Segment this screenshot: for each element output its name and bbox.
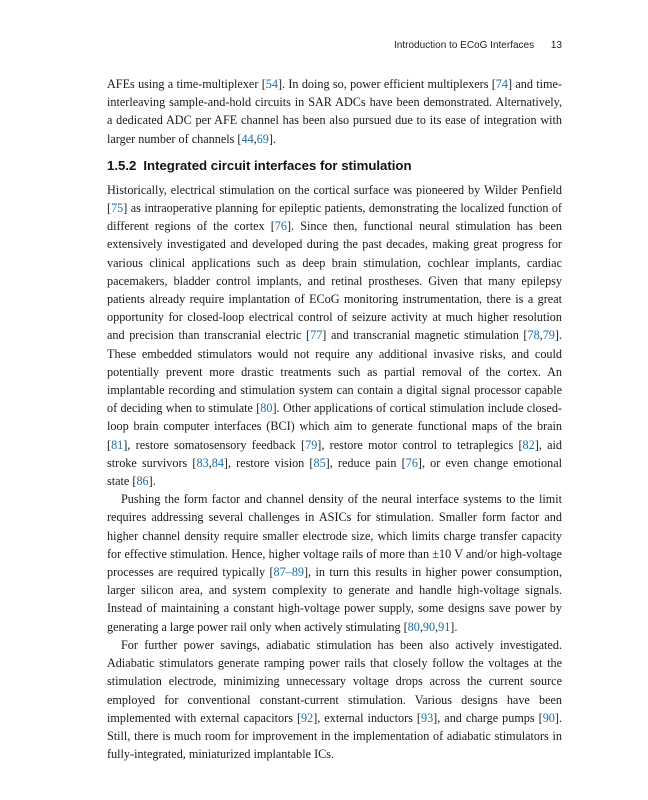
paragraph-text: ]. [268, 131, 276, 146]
citation-link[interactable]: 54 [265, 77, 278, 91]
paragraph [107, 75, 562, 148]
citation-link[interactable]: 44 [241, 131, 254, 146]
paragraph-text: ]. In doing so, power efficient multiplexers [ [277, 77, 496, 91]
page-body [107, 75, 562, 763]
paragraph-text: Historically, electrical stimulation on the cortical surface was pioneered by Wilder Penfield [ [107, 182, 562, 216]
citation-link[interactable]: 77 [310, 328, 323, 343]
paragraph-text: ], restore somatosensory feedback [ [123, 437, 306, 452]
paragraph-text: , [208, 455, 212, 470]
paragraph [107, 181, 562, 490]
paragraph-text: ], in turn this results in higher power consumption, larger silicon area, and system complexity to generate and handle high-voltage signals. Instead of maintaining a constant high-voltage power supply, some designs save power by generating a large power rail only when actively stimulating [ [107, 565, 563, 634]
paragraph-text: ], aid stroke survivors [ [107, 437, 563, 470]
paragraph-text: ] and transcranial magnetic stimulation [ [322, 328, 528, 343]
citation-link[interactable]: 76 [274, 219, 287, 234]
paragraph-text: ]. [450, 619, 458, 634]
paragraph-text: ], restore vision [ [223, 455, 314, 470]
running-header [394, 40, 562, 51]
citation-link[interactable]: 74 [495, 77, 508, 91]
paragraph-text: ]. Still, there is much room for improvement in the implementation of adiabatic stimulators in fully-integrated, miniaturized implantable ICs. [107, 710, 562, 762]
section-heading [107, 157, 562, 175]
running-title: Introduction to ECoG Interfaces [394, 40, 535, 51]
citation-link[interactable]: 82 [522, 437, 535, 452]
citation-link[interactable]: 90 [422, 619, 436, 634]
paragraph-text: ]. Other applications of cortical stimulation include closed-loop brain computer interfaces (BCI) which aim to generate functional maps of the brain [ [107, 401, 562, 452]
citation-link[interactable]: 79 [305, 437, 318, 452]
paragraph-text: ], external inductors [ [313, 710, 421, 725]
citation-link[interactable]: 69 [256, 131, 269, 146]
citation-link[interactable]: 80 [407, 619, 420, 634]
page-number: 13 [550, 40, 562, 51]
section-number: 1.5.2 [107, 157, 137, 173]
section-title: Integrated circuit interfaces for stimulation [143, 157, 412, 173]
citation-link[interactable]: 75 [111, 201, 124, 216]
citation-link[interactable]: 90 [542, 710, 555, 725]
paragraph-text: ], and charge pumps [ [433, 710, 543, 725]
citation-link[interactable]: 85 [313, 455, 326, 470]
paragraph-text: Pushing the form factor and channel density of the neural interface systems to the limit requires addressing several challenges in ASICs for stimulation. Smaller form factor and higher channel density require smaller electrode size, which limits charge transfer capacity for effective stimulation. Hence, higher voltage rails of more than ±10 V and/or high-voltage processes are required typically [ [107, 492, 562, 580]
paragraph-text: AFEs using a time-multiplexer [ [107, 77, 266, 91]
paragraph-text: ], or even change emotional state [ [107, 455, 563, 489]
paragraph-text: ]. Since then, functional neural stimulation has been extensively investigated and developed during the past decades, making great progress for various clinical applications such as deep brain stimulation, cochlear implants, cardiac pacemakers, bladder control implants, and retinal prostheses. Given that many epilepsy patients already require implantation of ECoG monitoring instrumentation, there is a great opportunity for closed-loop electrical control of seizure activity at much higher resolution and precision than transcranial electric [ [107, 219, 562, 343]
citation-link[interactable]: 79 [542, 328, 555, 343]
paragraph-text: ]. [148, 474, 156, 489]
citation-link[interactable]: 83 [196, 455, 209, 470]
paragraph-text: , [435, 619, 439, 634]
paragraph [107, 490, 562, 636]
paragraph-text: ] as intraoperative planning for epileptic patients, demonstrating the localized function of different regions of the cortex [ [107, 201, 562, 234]
citation-link[interactable]: 93 [420, 710, 434, 725]
citation-link[interactable]: 86 [136, 474, 149, 489]
paragraph-text: , [539, 328, 543, 343]
paragraph-text: ], restore motor control to tetraplegics [ [317, 437, 523, 452]
citation-link[interactable]: 81 [111, 437, 124, 452]
paragraph-text: ]. These embedded stimulators would not require any additional invasive risks, and could potentially prevent more drastic treatments such as partial removal of the cortex. An implantable recording and stimulation system can contain a digital signal processor capable of deciding when to stimulate [ [107, 328, 562, 416]
citation-link[interactable]: 92 [301, 710, 314, 725]
citation-link[interactable]: 78 [527, 328, 540, 343]
paragraph-text: , [419, 619, 423, 634]
paragraph-text: , [253, 131, 257, 146]
paragraph [107, 636, 562, 763]
paragraph-text: ] and time-interleaving sample-and-hold circuits in SAR ADCs have been demonstrated. Alternatively, a dedicated ADC per AFE channel has been also pursued due to its ease of integration with larger number of channels [ [107, 77, 562, 146]
citation-link[interactable]: 91 [438, 619, 451, 634]
paragraph-text: ], reduce pain [ [325, 455, 406, 470]
paragraph-text: For further power savings, adiabatic stimulation has been also actively investigated. Adiabatic stimulators generate ramping power rails that closely follow the voltages at the stimulation electrode, minimizing unnecessary voltage drops across the current source employed for conventional constant-current stimulation. Various designs have been implemented with external capacitors [ [107, 637, 562, 725]
citation-link[interactable]: 84 [211, 455, 224, 470]
citation-link[interactable]: 87–89 [273, 565, 304, 580]
citation-link[interactable]: 76 [405, 455, 418, 470]
citation-link[interactable]: 80 [260, 401, 273, 416]
